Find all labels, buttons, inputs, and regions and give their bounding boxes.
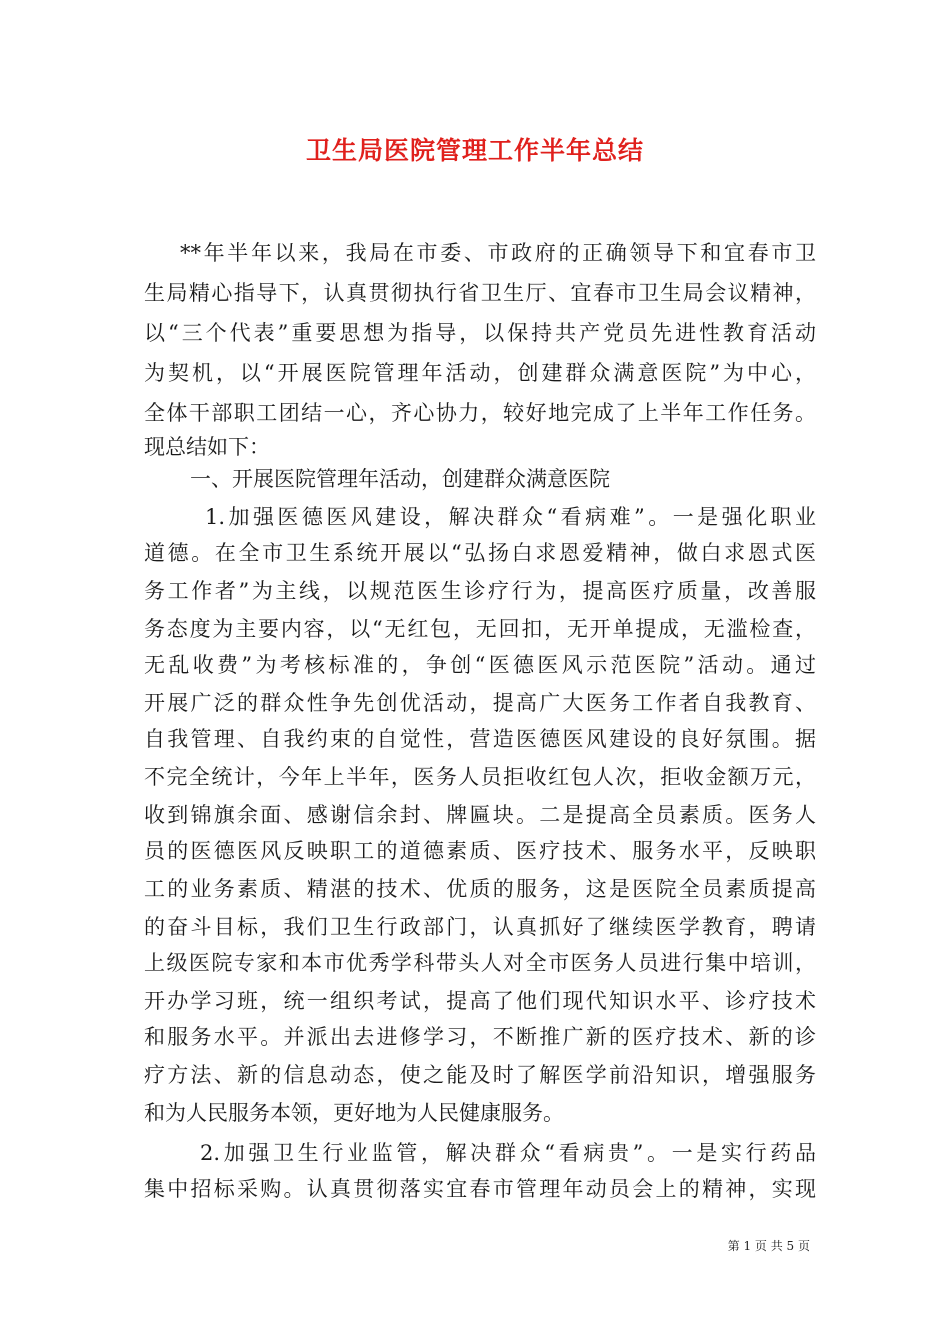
document-title: 卫生局医院管理工作半年总结	[305, 136, 644, 165]
paragraph-line: 开展广泛的群众性争先创优活动，提高广大医务工作者自我教育、	[144, 691, 816, 715]
paragraph-line: 疗方法、新的信息动态，使之能及时了解医学前沿知识，增强服务	[144, 1063, 816, 1087]
paragraph-line: 全体干部职工团结一心，齐心协力，较好地完成了上半年工作任务。	[144, 401, 816, 425]
paragraph-line: 以“三个代表”重要思想为指导，以保持共产党员先进性教育活动	[144, 321, 816, 345]
paragraph-line: 务工作者”为主线，以规范医生诊疗行为，提高医疗质量，改善服	[144, 579, 816, 603]
paragraph-line: 工的业务素质、精湛的技术、优质的服务，这是医院全员素质提高	[144, 877, 816, 901]
section-heading: 一、开展医院管理年活动，创建群众满意医院	[190, 467, 610, 491]
paragraph-line: 集中招标采购。认真贯彻落实宜春市管理年动员会上的精神，实现	[144, 1177, 816, 1201]
paragraph-line: 无乱收费”为考核标准的，争创“医德医风示范医院”活动。通过	[144, 653, 816, 677]
paragraph-line: 为契机，以“开展医院管理年活动，创建群众满意医院”为中心，	[144, 361, 816, 385]
paragraph-line: 务态度为主要内容，以“无红包，无回扣，无开单提成，无滥检查，	[144, 617, 816, 641]
paragraph-line: 道德。在全市卫生系统开展以“弘扬白求恩爱精神，做白求恩式医	[144, 541, 816, 565]
paragraph-line: 开办学习班，统一组织考试，提高了他们现代知识水平、诊疗技术	[144, 989, 816, 1013]
page-indicator: 第 1 页 共 5 页	[727, 1239, 810, 1253]
paragraph-line: 1.加强医德医风建设，解决群众“看病难”。一是强化职业	[205, 505, 816, 529]
paragraph-line: 和为人民服务本领，更好地为人民健康服务。	[144, 1101, 564, 1125]
paragraph-line: 2.加强卫生行业监管，解决群众“看病贵”。一是实行药品	[200, 1141, 816, 1165]
paragraph-line: 生局精心指导下，认真贯彻执行省卫生厅、宜春市卫生局会议精神，	[144, 281, 816, 305]
paragraph-line: 不完全统计，今年上半年，医务人员拒收红包人次，拒收金额万元，	[144, 765, 816, 789]
paragraph-line: 收到锦旗余面、感谢信余封、牌匾块。二是提高全员素质。医务人	[144, 803, 816, 827]
paragraph-line: 自我管理、自我约束的自觉性，营造医德医风建设的良好氛围。据	[144, 727, 816, 751]
paragraph-line: 现总结如下：	[144, 435, 270, 459]
paragraph-line: 上级医院专家和本市优秀学科带头人对全市医务人员进行集中培训，	[144, 951, 816, 975]
paragraph-line: 的奋斗目标，我们卫生行政部门，认真抓好了继续医学教育，聘请	[144, 915, 816, 939]
paragraph-line: 和服务水平。并派出去进修学习，不断推广新的医疗技术、新的诊	[144, 1025, 816, 1049]
paragraph-line: 员的医德医风反映职工的道德素质、医疗技术、服务水平，反映职	[144, 839, 816, 863]
paragraph-line: **年半年以来，我局在市委、市政府的正确领导下和宜春市卫	[180, 241, 816, 265]
